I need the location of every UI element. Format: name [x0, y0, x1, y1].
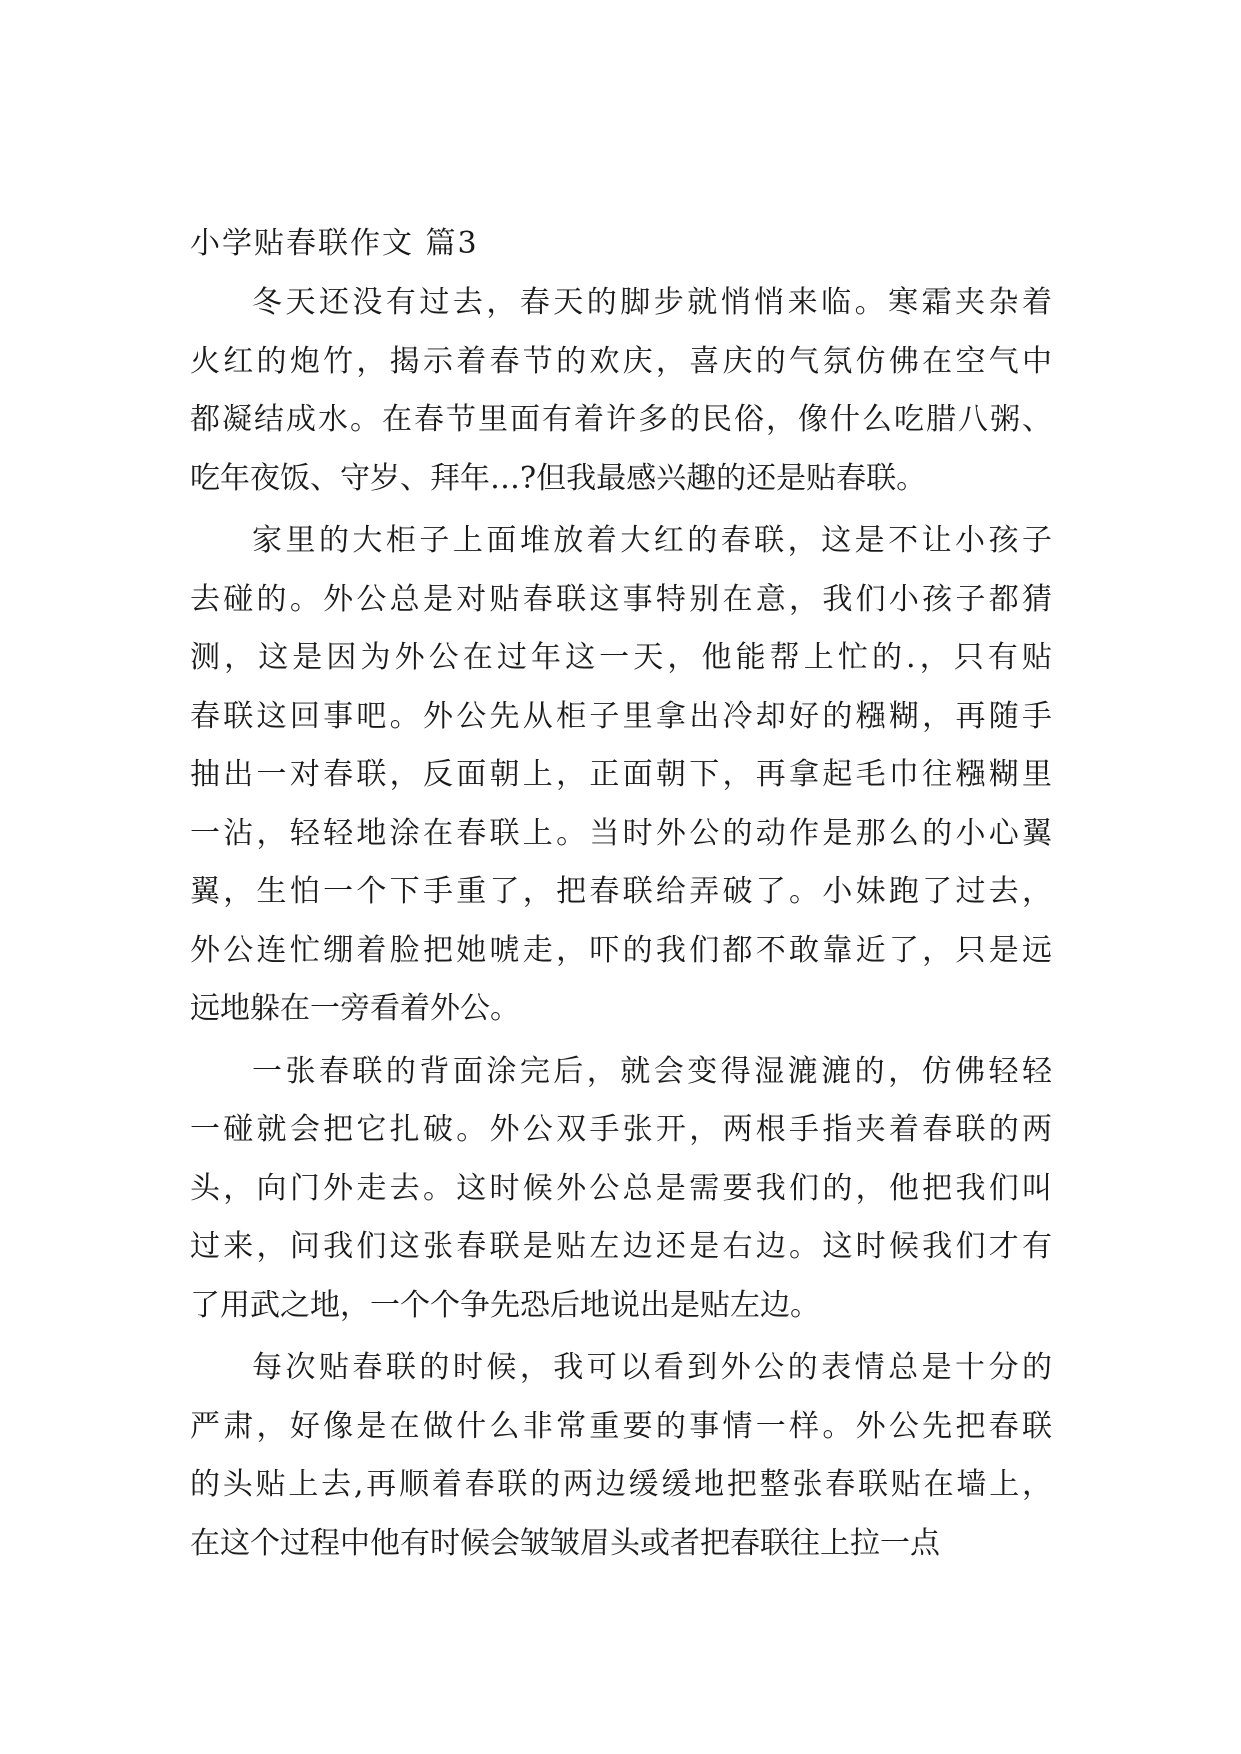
paragraph-line: 一沾，轻轻地涂在春联上。当时外公的动作是那么的小心翼	[190, 815, 1052, 851]
paragraph-line: 一碰就会把它扎破。外公双手张开，两根手指夹着春联的两	[190, 1112, 1052, 1147]
paragraph-line: 冬天还没有过去，春天的脚步就悄悄来临。寒霜夹杂着	[252, 285, 1052, 320]
paragraph-line: 测，这是因为外公在过年这一天，他能帮上忙的.，只有贴	[190, 640, 1052, 675]
document-title: 小学贴春联作文 篇3	[190, 226, 479, 261]
paragraph-line: 抽出一对春联，反面朝上，正面朝下，再拿起毛巾往糨糊里	[190, 757, 1052, 792]
paragraph-line: 春联这回事吧。外公先从柜子里拿出冷却好的糨糊，再随手	[190, 698, 1052, 734]
paragraph-line: 都凝结成水。在春节里面有着许多的民俗，像什么吃腊八粥、	[190, 402, 1052, 437]
paragraph	[190, 1043, 1052, 1336]
paragraph-line: 严肃，好像是在做什么非常重要的事情一样。外公先把春联	[190, 1408, 1052, 1444]
paragraph-line: 的头贴上去,再顺着春联的两边缓缓地把整张春联贴在墙上，	[190, 1467, 1052, 1502]
paragraph-line: 外公连忙绷着脸把她唬走，吓的我们都不敢靠近了，只是远	[190, 932, 1052, 968]
document-body	[190, 218, 1052, 1577]
paragraph-line: 过来，问我们这张春联是贴左边还是右边。这时候我们才有	[190, 1229, 1052, 1264]
paragraph-line: 吃年夜饭、守岁、拜年…?但我最感兴趣的还是贴春联。	[190, 460, 927, 496]
paragraph-line: 在这个过程中他有时候会皱皱眉头或者把春联往上拉一点	[190, 1525, 940, 1561]
paragraph	[190, 512, 1052, 1039]
paragraph-line: 家里的大柜子上面堆放着大红的春联，这是不让小孩子	[252, 523, 1052, 558]
paragraph-line: 每次贴春联的时候，我可以看到外公的表情总是十分的	[252, 1350, 1052, 1385]
paragraph-line: 翼，生怕一个下手重了，把春联给弄破了。小妹跑了过去，	[190, 874, 1052, 909]
paragraph-list	[190, 274, 1052, 1573]
paragraph-line: 一张春联的背面涂完后，就会变得湿漉漉的，仿佛轻轻	[252, 1053, 1052, 1089]
paragraph	[190, 274, 1052, 508]
paragraph-line: 头，向门外走去。这时候外公总是需要我们的，他把我们叫	[190, 1170, 1052, 1206]
paragraph-line: 了用武之地，一个个争先恐后地说出是贴左边。	[190, 1287, 820, 1323]
paragraph	[190, 1339, 1052, 1573]
paragraph-line: 远地躲在一旁看着外公。	[190, 991, 520, 1026]
paragraph-line: 火红的炮竹，揭示着春节的欢庆，喜庆的气氛仿佛在空气中	[190, 343, 1052, 379]
paragraph-line: 去碰的。外公总是对贴春联这事特别在意，我们小孩子都猜	[190, 581, 1052, 617]
